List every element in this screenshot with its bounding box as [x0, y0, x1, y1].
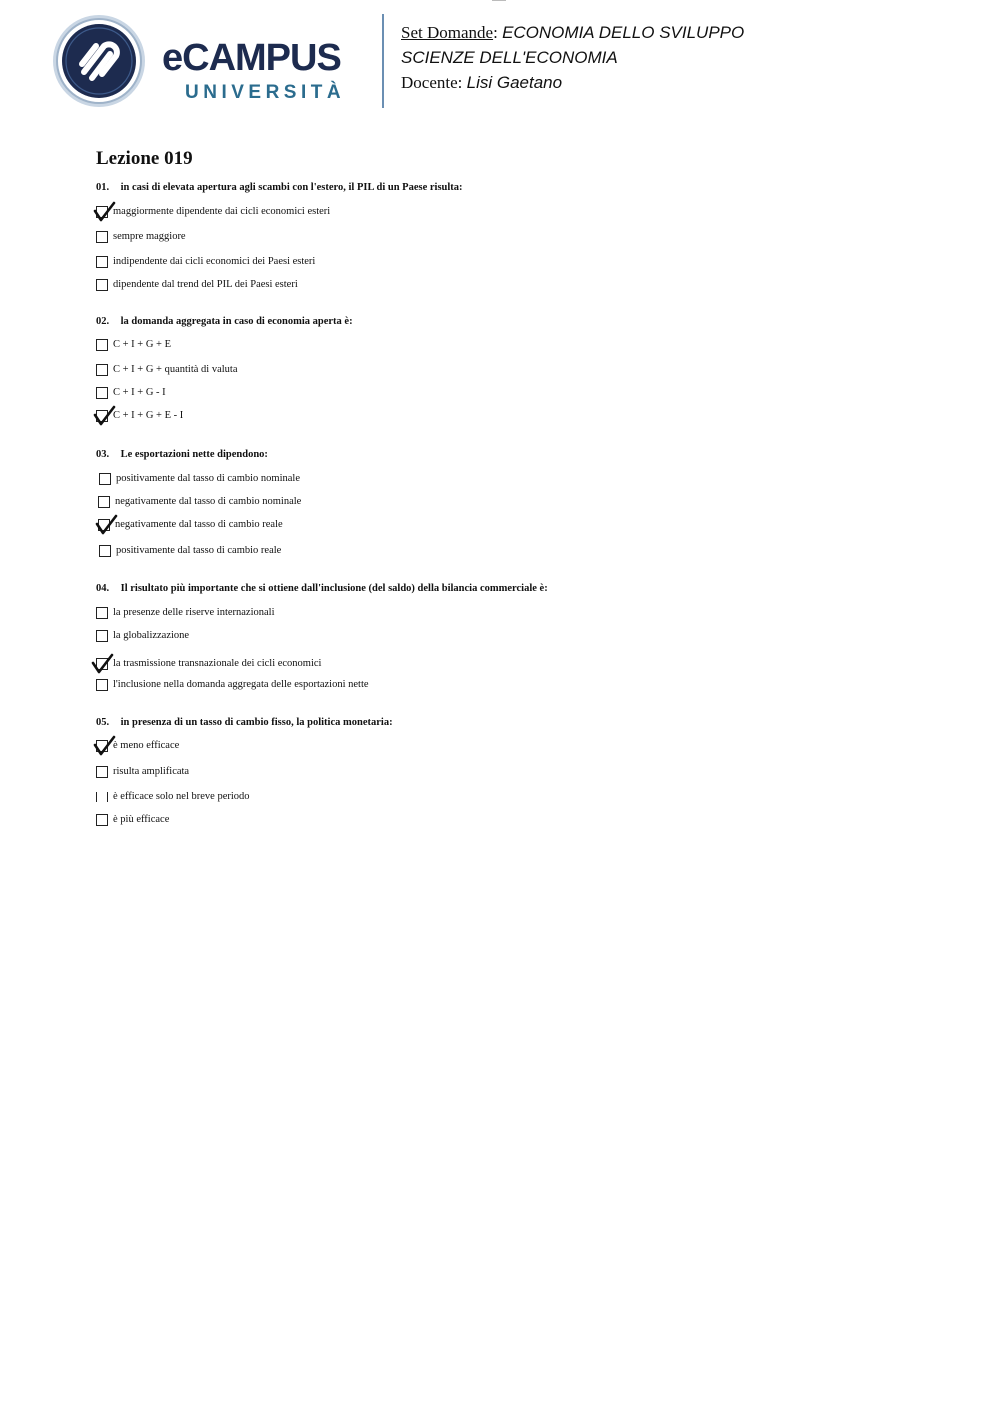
checkbox[interactable] [96, 387, 108, 399]
option-text: C + I + G + E [113, 339, 172, 350]
option-text: sempre maggiore [113, 231, 186, 242]
checkbox[interactable] [96, 630, 108, 642]
header-divider [382, 14, 384, 108]
checkbox[interactable] [99, 545, 111, 557]
question-number: 05. [96, 717, 110, 728]
set-label: Set Domande [401, 23, 494, 42]
checkbox[interactable] [96, 814, 108, 826]
checkbox[interactable] [99, 473, 111, 485]
option-text: C + I + G + E - I [113, 410, 184, 421]
option-text: l'inclusione nella domanda aggregata delle esportazioni nette [113, 679, 369, 690]
question-02 [96, 316, 353, 327]
question-01 [96, 182, 463, 193]
checkbox[interactable] [96, 766, 108, 778]
checkbox[interactable] [98, 496, 110, 508]
option-text: negativamente dal tasso di cambio nominale [115, 496, 302, 507]
question-text: la domanda aggregata in caso di economia aperta è: [120, 316, 353, 327]
option-text: negativamente dal tasso di cambio reale [115, 519, 283, 530]
question-number: 02. [96, 316, 110, 327]
option-text: risulta amplificata [113, 766, 190, 777]
option-text: indipendente dai cicli economici dei Paesi esteri [113, 256, 316, 267]
faculty-line [401, 45, 744, 70]
checkbox[interactable] [96, 279, 108, 291]
faculty-name: SCIENZE DELL'ECONOMIA [401, 48, 618, 67]
option-text: è più efficace [113, 814, 170, 825]
question-text: Il risultato più importante che si ottiene dall'inclusione (del saldo) della bilancia commerciale è: [120, 583, 548, 594]
lesson-title: Lezione 019 [96, 148, 193, 169]
option-text: la presenze delle riserve internazionali [113, 607, 275, 618]
option-text: dipendente dal trend del PIL dei Paesi esteri [113, 279, 298, 290]
option-text: positivamente dal tasso di cambio nominale [116, 473, 301, 484]
question-number: 01. [96, 182, 110, 193]
course-header [401, 20, 744, 95]
ecampus-logo [52, 14, 372, 108]
teacher-name: Lisi Gaetano [466, 73, 563, 92]
checkbox[interactable] [96, 607, 108, 619]
checkbox[interactable] [96, 791, 110, 803]
option-text: maggiormente dipendente dai cicli economici esteri [113, 206, 331, 217]
logo-wordmark: eCAMPUS [162, 37, 341, 79]
question-number: 04. [96, 583, 110, 594]
checkbox[interactable] [96, 679, 108, 691]
teacher-label: Docente [401, 73, 458, 92]
option-text: la trasmissione transnazionale dei cicli economici [113, 658, 322, 669]
checkbox[interactable] [96, 231, 108, 243]
option-text: la globalizzazione [113, 630, 190, 641]
option-text: C + I + G - I [113, 387, 166, 398]
question-03 [96, 449, 268, 460]
question-number: 03. [96, 449, 110, 460]
checkbox[interactable] [96, 256, 108, 268]
teacher-line: Docente: Lisi Gaetano [401, 73, 563, 92]
option-text: C + I + G + quantità di valuta [113, 364, 238, 375]
set-value: ECONOMIA DELLO SVILUPPO [502, 23, 745, 42]
question-text: in casi di elevata apertura agli scambi con l'estero, il PIL di un Paese risulta: [120, 182, 463, 193]
question-text: in presenza di un tasso di cambio fisso, la politica monetaria: [120, 717, 393, 728]
question-04 [96, 583, 548, 594]
checkbox[interactable] [96, 339, 108, 351]
set-line: Set Domande: ECONOMIA DELLO SVILUPPO [401, 23, 745, 42]
option-text: è efficace solo nel breve periodo [113, 791, 250, 802]
university-seal-icon [52, 14, 146, 108]
logo-subtitle: UNIVERSITÀ [185, 82, 346, 103]
option-text: positivamente dal tasso di cambio reale [116, 545, 282, 556]
question-text: Le esportazioni nette dipendono: [120, 449, 268, 460]
question-05 [96, 717, 393, 728]
page-top-mark [492, 0, 506, 1]
option-text: è meno efficace [113, 740, 180, 751]
checkbox[interactable] [96, 364, 108, 376]
